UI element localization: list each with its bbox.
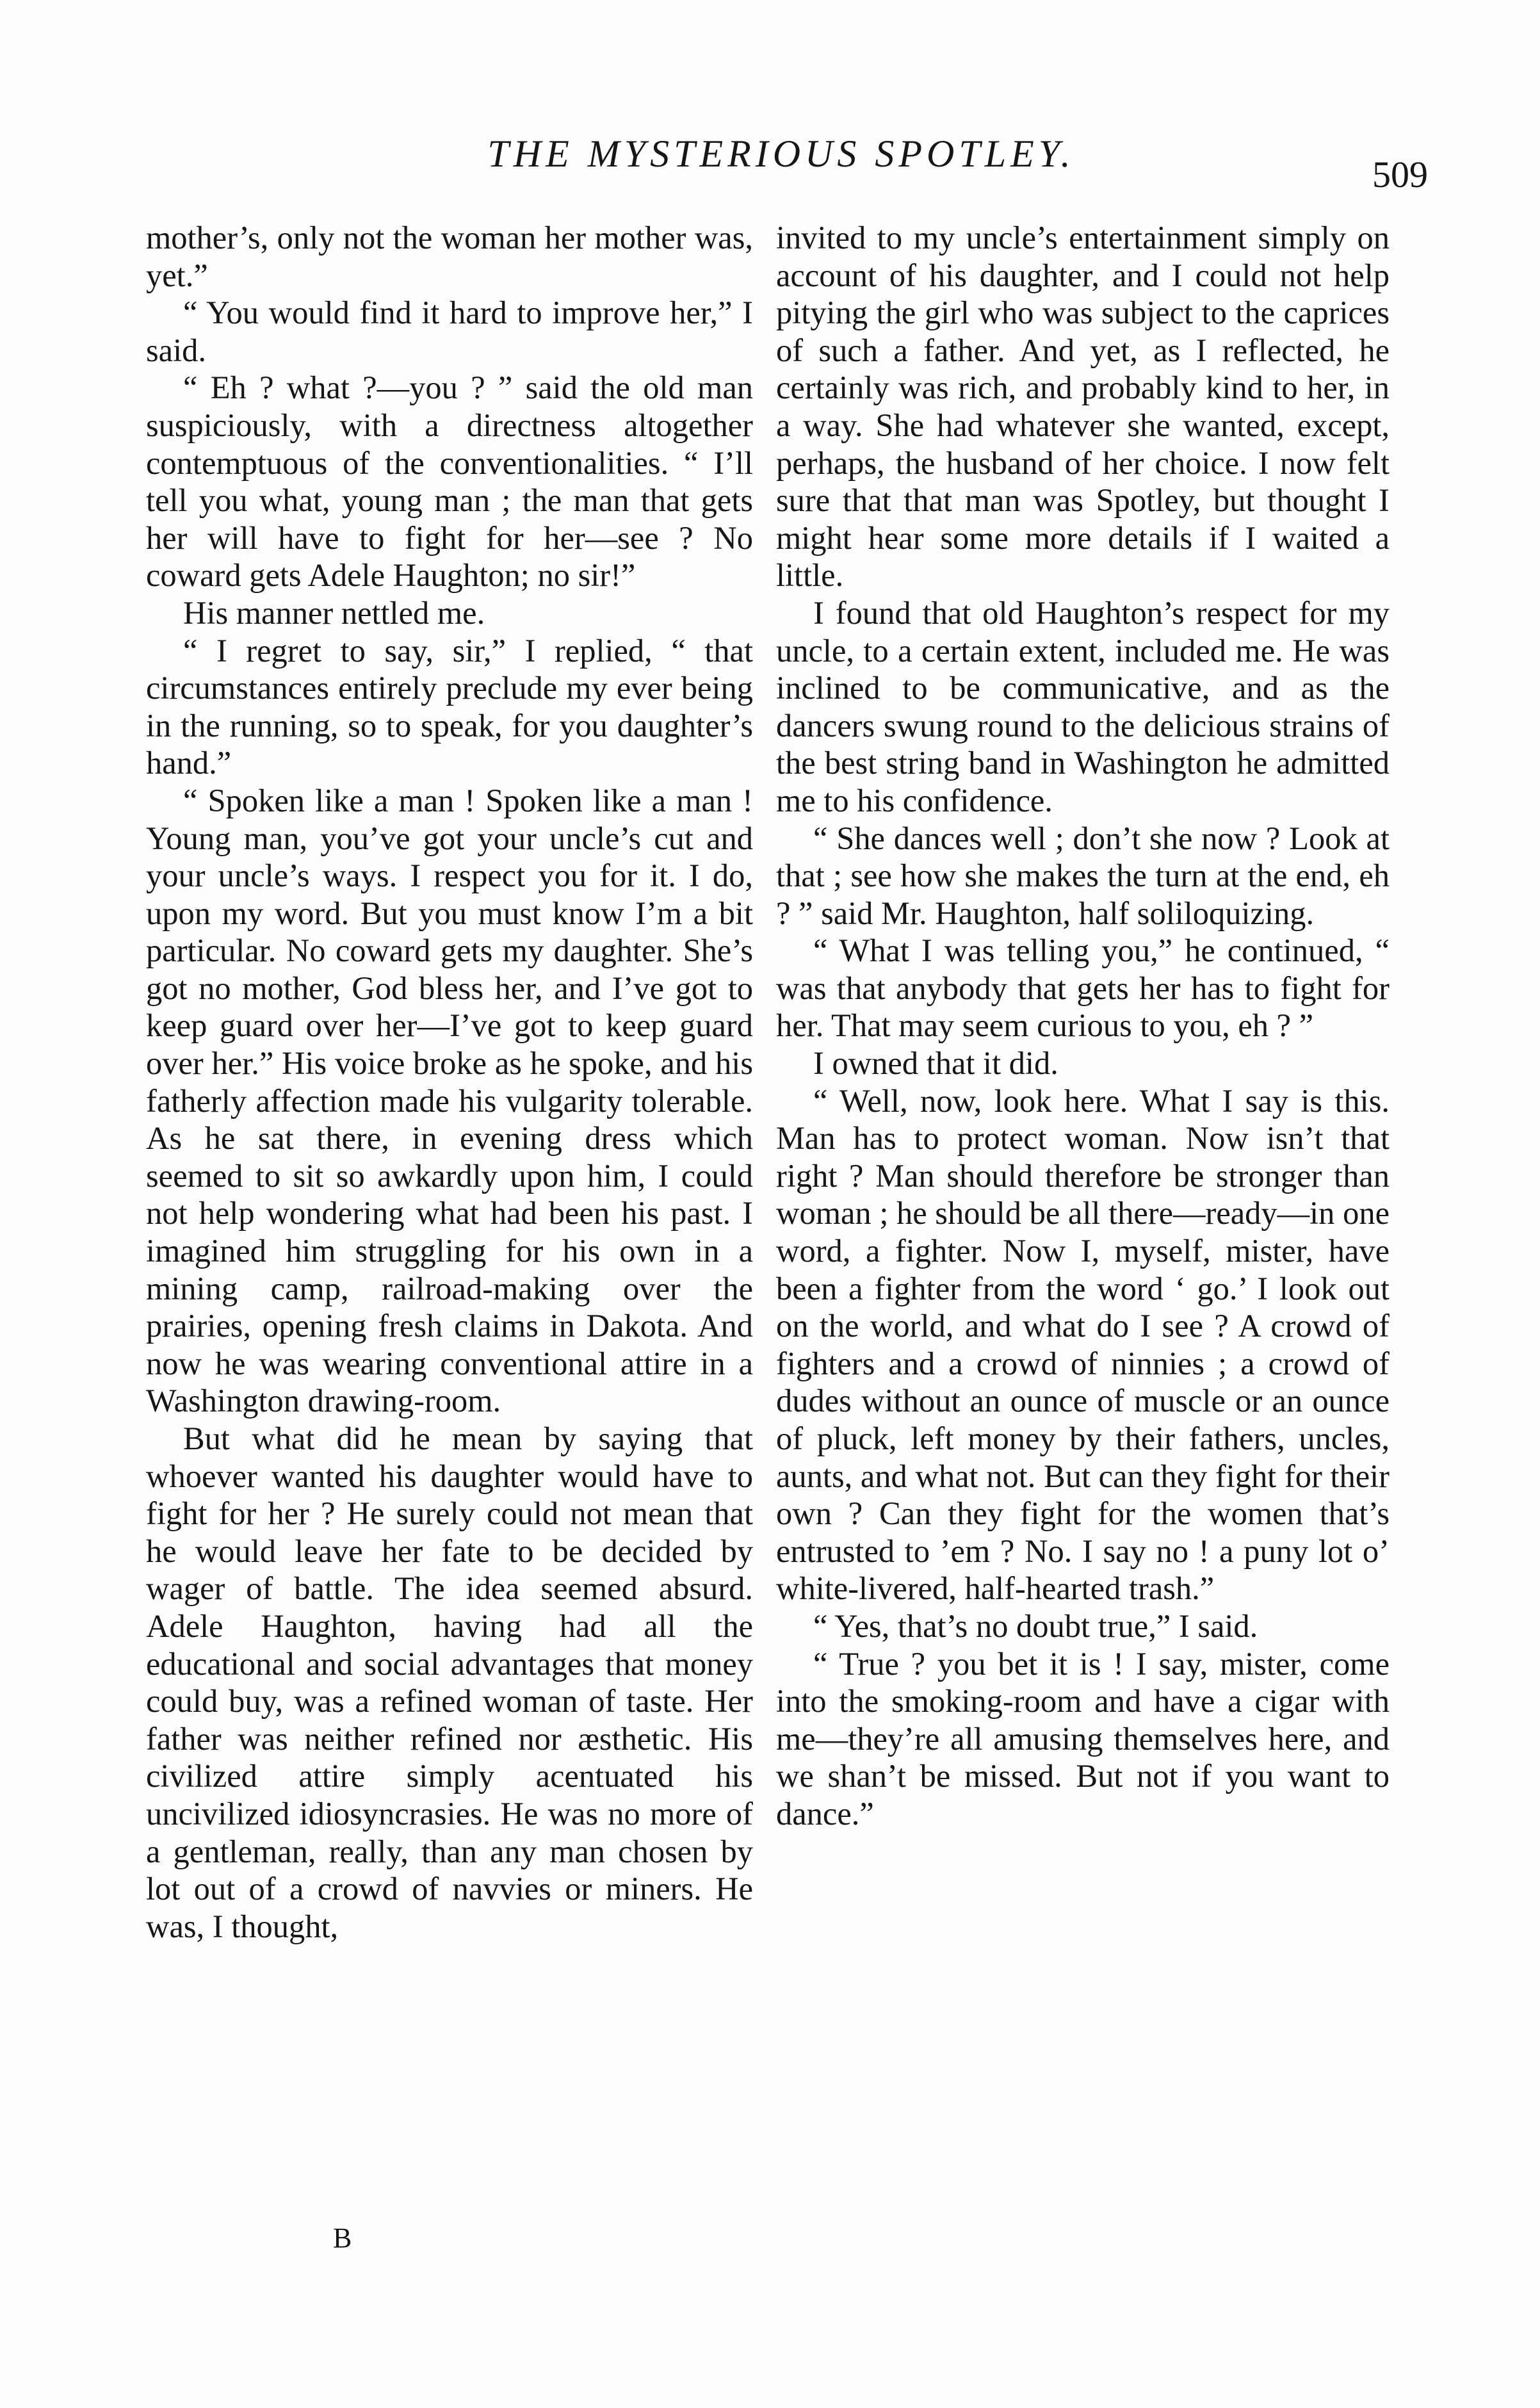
paragraph: “ You would find it hard to improve her,” I said. — [146, 295, 753, 368]
paragraph: “ Well, now, look here. What I say is this. Man has to protect woman. Now isn’t that right ? Man should therefore be stronger than woman ; he should be all there—ready—in one word, a fighter. Now I, myself, mister, have been a fighter from the word ‘ go.’ I look out on the world, and what do I see ? A crowd of fighters and a crowd of ninnies ; a crowd of dudes without an ounce of muscle or an ounce of pluck, left money by their fathers, uncles, aunts, and what not. But can they fight for their own ? Can they fight for the women that’s entrusted to ’em ? No. I say no ! a puny lot o’ white-livered, half-hearted trash.” — [776, 1082, 1390, 1607]
paragraph: “ True ? you bet it is ! I say, mister, come into the smoking-room and have a cigar with me—they’re all amusing themselves here, and we shan’t be missed. But not if you want to dance.” — [776, 1645, 1390, 1832]
left-column — [146, 219, 753, 1945]
paragraph: “ She dances well ; don’t she now ? Look at that ; see how she makes the turn at the end, eh ? ” said Mr. Haughton, half soliloquizing. — [776, 820, 1390, 931]
paragraph: “ What I was telling you,” he continued, “ was that anybody that gets her has to fight for her. That may seem curious to you, eh ? ” — [776, 932, 1390, 1044]
paragraph: His manner nettled me. — [183, 594, 485, 631]
paragraph: mother’s, only not the woman her mother was, yet.” — [146, 220, 753, 293]
paragraph: “ Yes, that’s no doubt true,” I said. — [813, 1607, 1258, 1644]
page-number: 509 — [1372, 154, 1428, 195]
signature-mark: B — [333, 2222, 352, 2254]
paragraph: “ Eh ? what ?—you ? ” said the old man suspiciously, with a directness altogether contemptuous of the conventionalities. “ I’ll tell you what, young man ; the man that gets her will have to fight for her—see ? No coward gets Adele Haughton; no sir!” — [146, 370, 753, 594]
paragraph: invited to my uncle’s entertainment simply on account of his daughter, and I could not help pitying the girl who was subject to the caprices of such a father. And yet, as I reflected, he certainly was rich, and probably kind to her, in a way. She had whatever she wanted, except, perhaps, the husband of her choice. I now felt sure that that man was Spotley, but thought I might hear some more details if I waited a little. — [776, 220, 1390, 594]
paragraph: “ Spoken like a man ! Spoken like a man ! Young man, you’ve got your uncle’s cut and your uncle’s ways. I respect you for it. I do, upon my word. But you must know I’m a bit particular. No coward gets my daughter. She’s got no mother, God bless her, and I’ve got to keep guard over her—I’ve got to keep guard over her.” His voice broke as he spoke, and his fatherly affection made his vulgarity tolerable. As he sat there, in evening dress which seemed to sit so awkardly upon him, I could not help wondering what had been his past. I imagined him struggling for his own in a mining camp, railroad-making over the prairies, opening fresh claims in Dakota. And now he was wearing conventional attire in a Washington drawing-room. — [146, 782, 753, 1419]
paragraph: “ I regret to say, sir,” I replied, “ that circumstances entirely preclude my ever being in the running, so to speak, for you daughter’s hand.” — [146, 632, 753, 781]
paragraph: I owned that it did. — [813, 1045, 1058, 1082]
running-title: THE MYSTERIOUS SPOTLEY. — [487, 133, 1075, 175]
paragraph: But what did he mean by saying that whoever wanted his daughter would have to fight for her ? He surely could not mean that he would leave her fate to be decided by wager of battle. The idea seemed absurd. Adele Haughton, having had all the educational and social advantages that money could buy, was a refined woman of taste. Her father was neither refined nor æsthetic. His civilized attire simply acentuated his uncivilized idiosyncrasies. He was no more of a gentleman, really, than any man chosen by lot out of a crowd of navvies or miners. He was, I thought, — [146, 1420, 753, 1944]
right-column — [776, 219, 1390, 1833]
paragraph: I found that old Haughton’s respect for my uncle, to a certain extent, included me. He was inclined to be communicative, and as the dancers swung round to the delicious strains of the best string band in Washington he admitted me to his confidence. — [776, 594, 1390, 818]
